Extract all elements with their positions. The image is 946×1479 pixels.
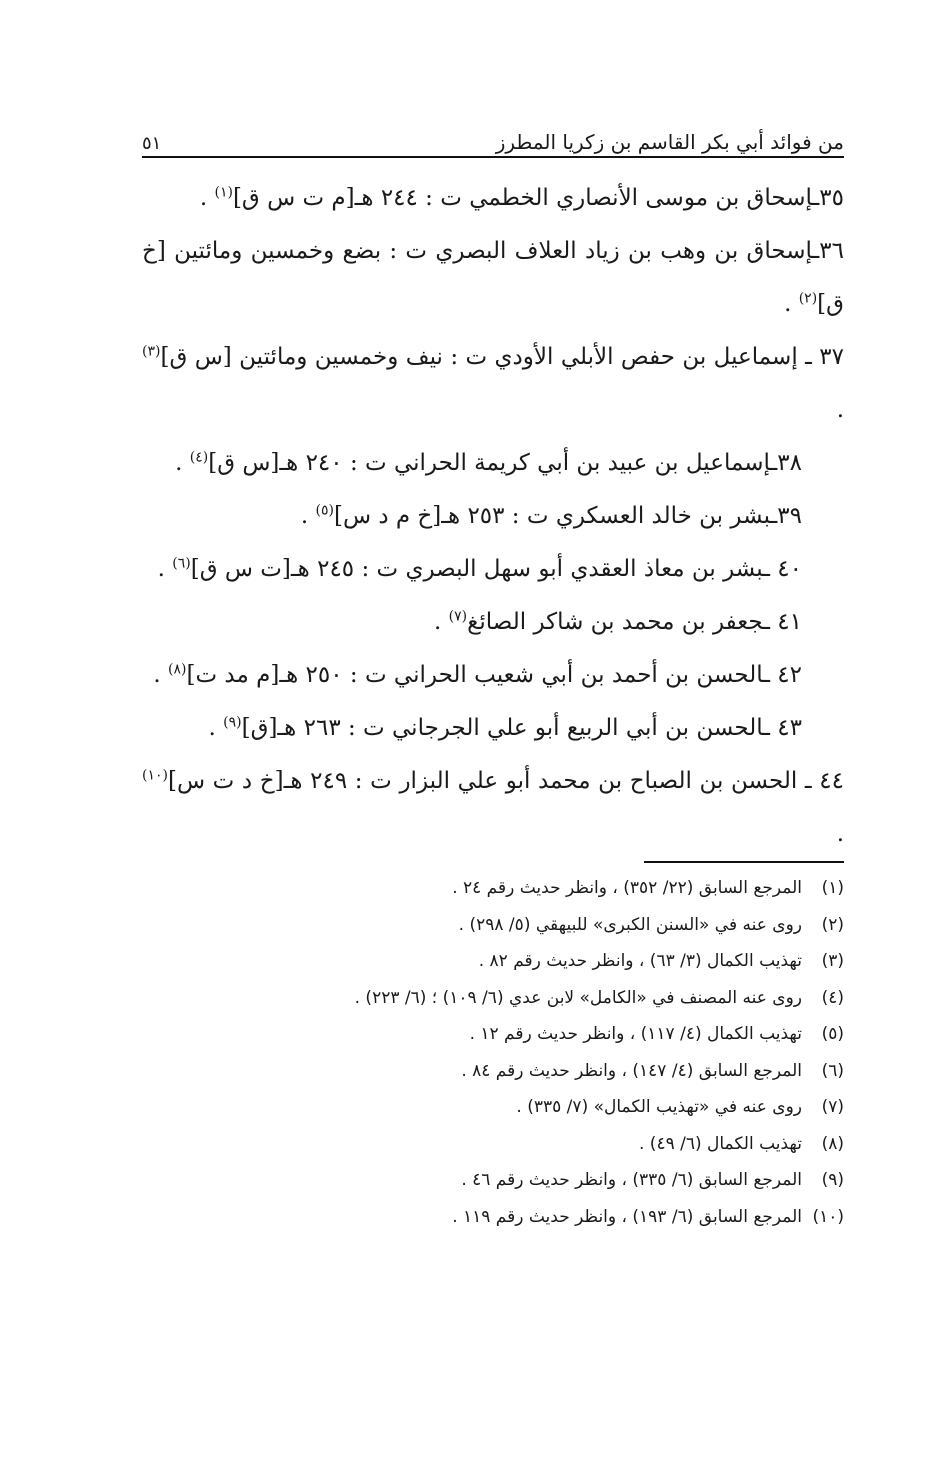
footnote-marker: (٤) bbox=[189, 449, 209, 466]
footnote bbox=[142, 1162, 844, 1199]
footnote-marker: (١) bbox=[214, 184, 233, 201]
footnote-number: (٥) bbox=[821, 1024, 844, 1044]
footnote bbox=[142, 980, 844, 1017]
list-item: ٤٤ ـ الحسن بن الصباح بن محمد أبو علي البزار ت : ٢٤٩ هـ[خ د ت س]$^{(١٠)}$ . bbox=[142, 767, 844, 847]
footnote bbox=[142, 943, 844, 980]
list-item: ٤٠ ـبشر بن معاذ العقدي أبو سهل البصري ت : ٢٤٥ هـ[ت س ق]$^{(٦)}$ . bbox=[157, 555, 802, 582]
narrators-list bbox=[142, 172, 844, 861]
footnote-marker: (٥) bbox=[315, 502, 334, 519]
footnote-number: (١٠) bbox=[812, 1206, 844, 1227]
footnote-separator bbox=[644, 861, 844, 863]
footnote-number: (٨) bbox=[821, 1133, 844, 1154]
footnote-marker: (٣) bbox=[142, 343, 161, 360]
footnote-marker: (٩) bbox=[223, 714, 242, 731]
footnote-number: (٣) bbox=[821, 951, 844, 971]
footnote-number: (٧) bbox=[821, 1097, 844, 1117]
footnote-number: (٤) bbox=[821, 987, 844, 1008]
footnote bbox=[142, 1053, 844, 1090]
footnote-text: المرجع السابق (٢٢/ ٣٥٢) ، وانظر حديث رقم ٢٤ . bbox=[452, 878, 802, 898]
footnote-number: (٩) bbox=[821, 1170, 844, 1190]
header-rule bbox=[142, 156, 844, 158]
footnote-text: روى عنه في «تهذيب الكمال» (٧/ ٣٣٥) . bbox=[516, 1097, 802, 1117]
footnote bbox=[142, 907, 844, 944]
footnote-marker: (٧) bbox=[448, 608, 468, 625]
footnote bbox=[142, 870, 844, 907]
footnote-text: تهذيب الكمال (٣/ ٦٣) ، وانظر حديث رقم ٨٢ . bbox=[478, 951, 802, 971]
footnote-text: تهذيب الكمال (٦/ ٤٩) . bbox=[638, 1133, 802, 1154]
list-item: ٣٨ـإسماعيل بن عبيد بن أبي كريمة الحراني ت : ٢٤٠ هـ[س ق]$^{(٤)}$ . bbox=[175, 449, 802, 476]
footnote-text: المرجع السابق (٦/ ١٩٣) ، وانظر حديث رقم ١١٩ . bbox=[452, 1206, 802, 1227]
footnote-text: روى عنه المصنف في «الكامل» لابن عدي (٦/ ١٠٩) ؛ (٦/ ٢٢٣) . bbox=[354, 987, 802, 1008]
footnotes bbox=[142, 870, 844, 1235]
footnote bbox=[142, 1089, 844, 1126]
list-item: ٣٥ـإسحاق بن موسى الأنصاري الخطمي ت : ٢٤٤ هـ[م ت س ق]$^{(١)}$ . bbox=[199, 184, 844, 211]
list-item: ٣٩ـبشر بن خالد العسكري ت : ٢٥٣ هـ[خ م د س]$^{(٥)}$ . bbox=[300, 502, 802, 529]
footnote-number: (٢) bbox=[821, 914, 844, 935]
running-header bbox=[142, 118, 844, 154]
footnote-marker: (٦) bbox=[172, 555, 191, 572]
list-item: ٤٢ ـالحسن بن أحمد بن أبي شعيب الحراني ت : ٢٥٠ هـ[م مد ت]$^{(٨)}$ . bbox=[153, 661, 802, 688]
footnote-number: (٦) bbox=[821, 1060, 844, 1081]
list-item: ٤١ ـجعفر بن محمد بن شاكر الصائغ$^{(٧)}$ . bbox=[434, 608, 802, 635]
footnote bbox=[142, 1199, 844, 1236]
footnote-marker: (١٠) bbox=[142, 767, 168, 784]
footnote bbox=[142, 1126, 844, 1163]
running-title: من فوائد أبي بكر القاسم بن زكريا المطرز bbox=[495, 130, 844, 154]
footnote bbox=[142, 1016, 844, 1053]
footnote-text: المرجع السابق (٦/ ٣٣٥) ، وانظر حديث رقم ٤٦ . bbox=[461, 1170, 802, 1190]
footnote-marker: (٢) bbox=[798, 290, 818, 307]
page-number: ٥١ bbox=[142, 133, 162, 154]
list-item: ٣٦ـإسحاق بن وهب بن زياد العلاف البصري ت : بضع وخمسين ومائتين [خ ق]$^{(٢)}$ . bbox=[142, 238, 844, 317]
footnote-marker: (٨) bbox=[168, 661, 187, 678]
footnote-number: (١) bbox=[821, 878, 844, 898]
footnote-text: المرجع السابق (٤/ ١٤٧) ، وانظر حديث رقم ٨٤ . bbox=[461, 1060, 802, 1081]
footnote-text: تهذيب الكمال (٤/ ١١٧) ، وانظر حديث رقم ١٢ . bbox=[469, 1024, 802, 1044]
list-item: ٤٣ ـالحسن بن أبي الربيع أبو علي الجرجاني ت : ٢٦٣ هـ[ق]$^{(٩)}$ . bbox=[208, 714, 802, 741]
list-item: ٣٧ ـ إسماعيل بن حفص الأبلي الأودي ت : نيف وخمسين ومائتين [س ق]$^{(٣)}$ . bbox=[142, 343, 844, 423]
footnote-text: روى عنه في «السنن الكبرى» للبيهقي (٥/ ٢٩٨) . bbox=[458, 914, 802, 935]
